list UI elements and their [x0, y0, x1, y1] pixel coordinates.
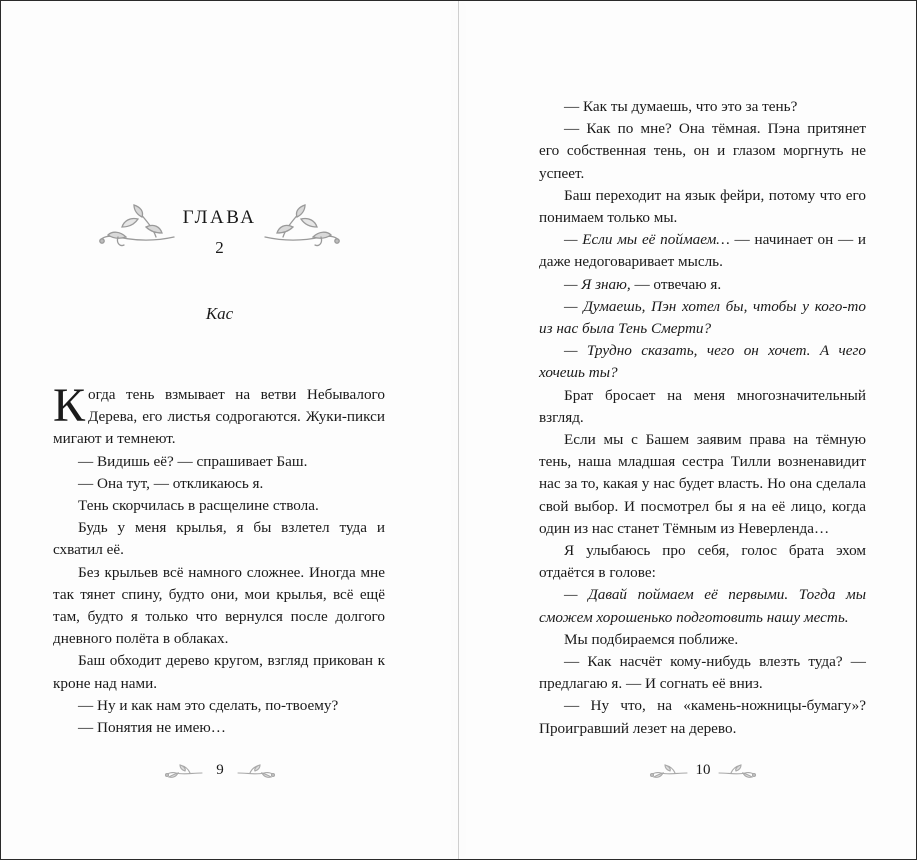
page-number: 9 [216, 762, 224, 778]
paragraph: — Она тут, — откликаюсь я. [78, 474, 264, 492]
chapter-number: 2 [215, 238, 224, 257]
paragraph: — Ну и как нам это сделать, по-твоему? [78, 696, 339, 714]
paragraph: — Понятия не имею… [78, 719, 226, 737]
paragraph [539, 340, 866, 384]
left-page [1, 1, 458, 859]
paragraph [539, 584, 866, 628]
paragraph: Без крыльев всё намного сложнее. Иногда мне так тянет спину, будто они, мои крылья, всё ещё там, будто я только что вернулся после долгого дневного полёта в облаках. [53, 563, 385, 648]
paragraph: Брат бросает на меня многозначительный взгляд. [539, 386, 866, 426]
paragraph [539, 296, 866, 340]
paragraph: Я улыбаюсь про себя, голос брата эхом отдаётся в голове: [539, 542, 866, 582]
page-number-footer [649, 761, 757, 783]
paragraph: Тень скорчилась в расщелине ствола. [78, 497, 319, 515]
paragraph-text: огда тень взмывает на ветви Небывалого Дерева, его листья содрогаются. Жуки-пикси мигают и темнеют. [53, 386, 385, 448]
drop-cap: К [53, 379, 86, 432]
paragraph [539, 229, 866, 273]
page-number: 10 [695, 762, 711, 778]
chapter-title: Кас [205, 304, 234, 323]
paragraph: — Как насчёт кому-нибудь влезть туда? — предлагаю я. — И согнать её вниз. [539, 653, 866, 693]
paragraph: Будь у меня крылья, я бы взлетел туда и схватил её. [53, 519, 385, 559]
right-page-text [539, 96, 866, 740]
italic-speech: — Думаешь, Пэн хотел бы, чтобы у кого-то из нас была Тень Смерти? [539, 297, 866, 338]
italic-speech: — Давай поймаем её первыми. Тогда мы сможем хорошенько подготовить нашу месть. [539, 586, 866, 626]
italic-speech: — Я знаю, [564, 275, 631, 293]
folio-flourish-right-icon [236, 763, 276, 781]
paragraph-text: — отвечаю я. [630, 275, 722, 293]
paragraph: — Видишь её? — спрашивает Баш. [78, 452, 308, 470]
paragraph-text: — начинает он — и даже недоговаривает мысль. [539, 231, 867, 271]
chapter-label: ГЛАВА [182, 207, 257, 228]
page-number-footer [164, 761, 276, 783]
paragraph: Баш переходит на язык фейри, потому что его понимаем только мы. [539, 186, 866, 227]
italic-speech: — Трудно сказать, чего он хочет. А чего хочешь ты? [539, 342, 866, 382]
paragraph: Мы подбираемся поближе. [564, 630, 739, 648]
paragraph: Баш обходит дерево кругом, взгляд прикован к кроне над нами. [53, 652, 385, 692]
paragraph: — Как ты думаешь, что это за тень? [564, 98, 798, 115]
left-page-text [53, 379, 385, 739]
paragraph [53, 379, 385, 451]
paragraph: Если мы с Башем заявим права на тёмную тень, наша младшая сестра Тилли возненавидит нас за то, какая у нас будет власть. Но она сделала свой выбор. И посмотрел бы я на её лицо, когда один из нас станет Тёмным из Неверленда… [539, 431, 866, 537]
italic-speech: — Если мы её поймаем… [564, 231, 730, 249]
folio-flourish-right-icon [717, 763, 757, 781]
paragraph: — Ну что, на «камень-ножницы-бумагу»? Проигравший лезет на дерево. [539, 697, 866, 737]
paragraph: — Как по мне? Она тёмная. Пэна притянет его собственная тень, он и глазом моргнуть не успеет. [539, 120, 866, 182]
paragraph [539, 274, 866, 296]
chapter-heading [96, 193, 343, 257]
right-page [459, 1, 916, 859]
